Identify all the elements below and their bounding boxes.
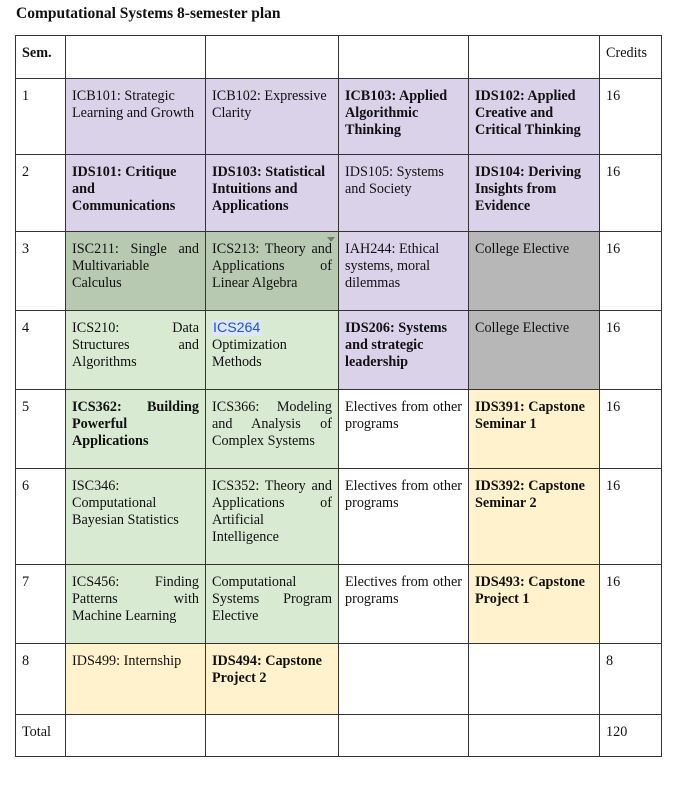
course-cell[interactable]: ICB101: Strategic Learning and Growth bbox=[66, 79, 206, 155]
total-credits: 120 bbox=[600, 715, 662, 757]
course-cell[interactable]: ICS366: Modeling and Analysis of Complex Systems bbox=[206, 390, 339, 469]
table-row bbox=[16, 469, 662, 565]
course-cell[interactable]: IDS101: Critique and Communications bbox=[66, 155, 206, 232]
header-sem: Sem. bbox=[16, 36, 66, 79]
course-cell[interactable]: ICS352: Theory and Applications of Artificial Intelligence bbox=[206, 469, 339, 565]
course-link[interactable]: ICS264 bbox=[213, 320, 261, 336]
sem-cell: 5 bbox=[16, 390, 66, 469]
credits-cell: 16 bbox=[600, 390, 662, 469]
course-cell[interactable]: Electives from other programs bbox=[339, 469, 469, 565]
course-cell[interactable] bbox=[206, 311, 339, 390]
course-cell[interactable]: IDS206: Systems and strategic leadership bbox=[339, 311, 469, 390]
header-credits: Credits bbox=[600, 36, 662, 79]
course-cell[interactable]: ISC346: Computational Bayesian Statistics bbox=[66, 469, 206, 565]
course-cell[interactable] bbox=[206, 232, 339, 311]
credits-cell: 16 bbox=[600, 79, 662, 155]
table-row bbox=[16, 565, 662, 644]
table-row-total bbox=[16, 715, 662, 757]
course-cell[interactable] bbox=[339, 644, 469, 715]
credits-cell: 8 bbox=[600, 644, 662, 715]
page-title: Computational Systems 8-semester plan bbox=[16, 5, 281, 22]
course-cell[interactable]: ICS210: Data Structures and Algorithms bbox=[66, 311, 206, 390]
header-empty bbox=[206, 36, 339, 79]
course-cell[interactable]: IDS103: Statistical Intuitions and Applications bbox=[206, 155, 339, 232]
sem-cell: 6 bbox=[16, 469, 66, 565]
course-cell[interactable]: College Elective bbox=[469, 311, 600, 390]
sem-cell: 1 bbox=[16, 79, 66, 155]
header-empty bbox=[469, 36, 600, 79]
course-cell[interactable]: IDS105: Systems and Society bbox=[339, 155, 469, 232]
credits-cell: 16 bbox=[600, 469, 662, 565]
course-cell-text: ICS213: Theory and Applications of Linear Algebra bbox=[212, 241, 332, 291]
table-row bbox=[16, 311, 662, 390]
course-cell[interactable]: ICS456: Finding Patterns with Machine Learning bbox=[66, 565, 206, 644]
course-cell[interactable]: ICB103: Applied Algorithmic Thinking bbox=[339, 79, 469, 155]
empty-cell bbox=[206, 715, 339, 757]
dropdown-triangle-icon[interactable] bbox=[327, 237, 335, 242]
total-label: Total bbox=[16, 715, 66, 757]
course-cell[interactable]: IDS392: Capstone Seminar 2 bbox=[469, 469, 600, 565]
course-cell[interactable]: IDS494: Capstone Project 2 bbox=[206, 644, 339, 715]
course-cell[interactable]: College Elective bbox=[469, 232, 600, 311]
table-row bbox=[16, 390, 662, 469]
table-row bbox=[16, 79, 662, 155]
sem-cell: 2 bbox=[16, 155, 66, 232]
course-cell[interactable]: ICS362: Building Powerful Applications bbox=[66, 390, 206, 469]
table-row bbox=[16, 644, 662, 715]
course-cell[interactable]: IDS391: Capstone Seminar 1 bbox=[469, 390, 600, 469]
sem-cell: 7 bbox=[16, 565, 66, 644]
course-cell[interactable]: Electives from other programs bbox=[339, 390, 469, 469]
sem-cell: 8 bbox=[16, 644, 66, 715]
course-cell[interactable]: ISC211: Single and Multivariable Calculus bbox=[66, 232, 206, 311]
course-cell[interactable]: Electives from other programs bbox=[339, 565, 469, 644]
course-cell[interactable]: IDS102: Applied Creative and Critical Thinking bbox=[469, 79, 600, 155]
course-cell[interactable]: IAH244: Ethical systems, moral dilemmas bbox=[339, 232, 469, 311]
header-empty bbox=[339, 36, 469, 79]
semester-plan-table bbox=[15, 35, 662, 757]
credits-cell: 16 bbox=[600, 311, 662, 390]
course-cell[interactable]: IDS493: Capstone Project 1 bbox=[469, 565, 600, 644]
header-empty bbox=[66, 36, 206, 79]
credits-cell: 16 bbox=[600, 565, 662, 644]
course-cell[interactable]: IDS104: Deriving Insights from Evidence bbox=[469, 155, 600, 232]
credits-cell: 16 bbox=[600, 155, 662, 232]
course-cell-text: Optimization Methods bbox=[212, 337, 287, 370]
table-row bbox=[16, 232, 662, 311]
empty-cell bbox=[339, 715, 469, 757]
empty-cell bbox=[469, 715, 600, 757]
course-cell[interactable]: ICB102: Expressive Clarity bbox=[206, 79, 339, 155]
sem-cell: 4 bbox=[16, 311, 66, 390]
table-row-header bbox=[16, 36, 662, 79]
course-cell[interactable]: Computational Systems Program Elective bbox=[206, 565, 339, 644]
credits-cell: 16 bbox=[600, 232, 662, 311]
course-cell[interactable] bbox=[469, 644, 600, 715]
table-row bbox=[16, 155, 662, 232]
sem-cell: 3 bbox=[16, 232, 66, 311]
empty-cell bbox=[66, 715, 206, 757]
course-cell[interactable]: IDS499: Internship bbox=[66, 644, 206, 715]
